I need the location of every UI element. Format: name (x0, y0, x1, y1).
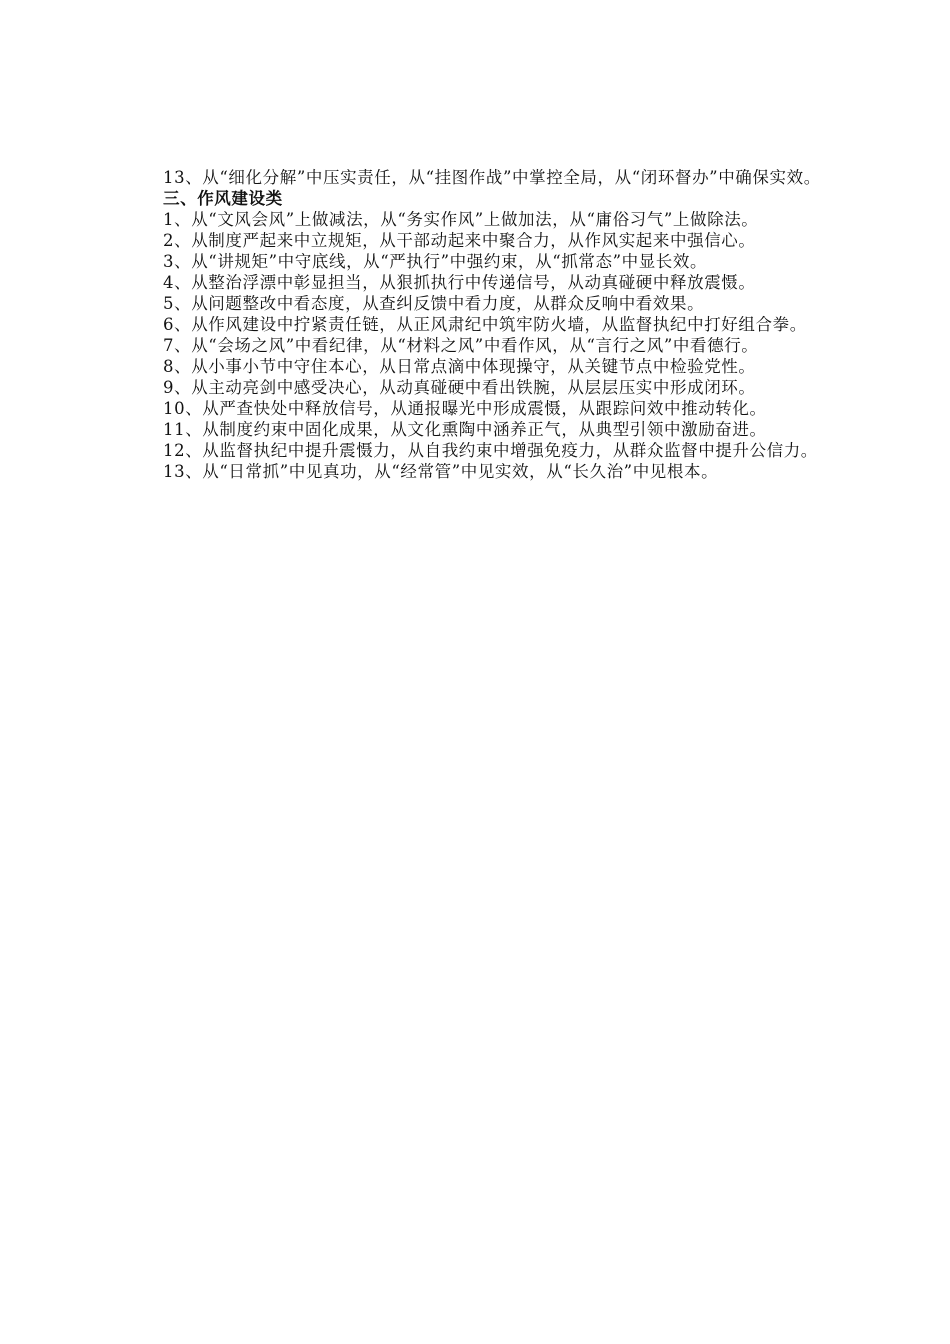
paragraph-14: 13、从“日常抓”中见真功，从“经常管”中见实效，从“长久治”中见根本。 (163, 462, 719, 481)
paragraph-7: 6、从作风建设中拧紧责任链，从正风肃纪中筑牢防火墙，从监督执纪中打好组合拳。 (163, 315, 807, 334)
paragraph-11: 10、从严查快处中释放信号，从通报曝光中形成震慑，从跟踪问效中推动转化。 (163, 399, 767, 418)
paragraph-6: 5、从问题整改中看态度，从查纠反馈中看力度，从群众反响中看效果。 (163, 294, 705, 313)
paragraph-9: 8、从小事小节中守住本心，从日常点滴中体现操守，从关键节点中检验党性。 (163, 357, 756, 376)
paragraph-12: 11、从制度约束中固化成果，从文化熏陶中涵养正气，从典型引领中激励奋进。 (163, 420, 767, 439)
paragraph-1: 13、从“细化分解”中压实责任，从“挂图作战”中掌控全局，从“闭环督办”中确保实效。 (163, 168, 821, 187)
paragraph-10: 9、从主动亮剑中感受决心，从动真碰硬中看出铁腕，从层层压实中形成闭环。 (163, 378, 756, 397)
paragraph-2: 1、从“文风会风”上做减法，从“务实作风”上做加法，从“庸俗习气”上做除法。 (163, 210, 759, 229)
paragraph-5: 4、从整治浮漂中彰显担当，从狠抓执行中传递信号，从动真碰硬中释放震慑。 (163, 273, 756, 292)
paragraph-13: 12、从监督执纪中提升震慑力，从自我约束中增强免疫力，从群众监督中提升公信力。 (163, 441, 818, 460)
section-heading: 三、作风建设类 (163, 189, 283, 208)
paragraph-4: 3、从“讲规矩”中守底线，从“严执行”中强约束，从“抓常态”中显长效。 (163, 252, 708, 271)
paragraph-3: 2、从制度严起来中立规矩，从干部动起来中聚合力，从作风实起来中强信心。 (163, 231, 756, 250)
document-body (129, 167, 831, 482)
paragraph-8: 7、从“会场之风”中看纪律，从“材料之风”中看作风，从“言行之风”中看德行。 (163, 336, 759, 355)
